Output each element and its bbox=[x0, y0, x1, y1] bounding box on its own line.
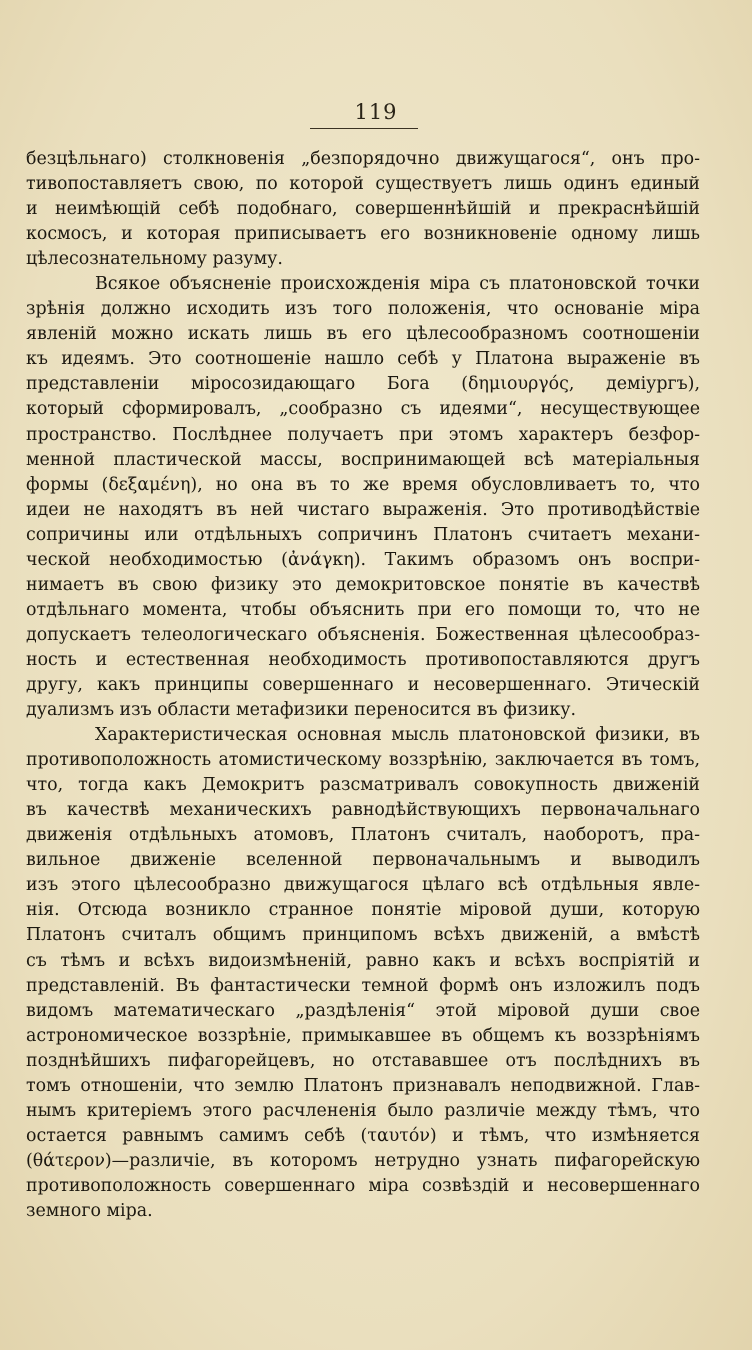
text-line: противоположность совершеннаго міра созвѣздій и несовершеннаго bbox=[26, 1175, 700, 1196]
header-rule bbox=[310, 128, 418, 129]
text-line: представленій. Въ фантастически темной формѣ онъ изложилъ подъ bbox=[26, 975, 700, 996]
text-line: тивопоставляетъ свою, по которой существуетъ лишь одинъ единый bbox=[26, 174, 700, 195]
text-line: вильное движеніе вселенной первоначальнымъ и выводилъ bbox=[26, 850, 700, 871]
text-line: сопричины или отдѣльныхъ сопричинъ Платонъ считаетъ механи- bbox=[26, 524, 700, 545]
text-line: къ идеямъ. Это соотношеніе нашло себѣ у Платона выраженіе въ bbox=[26, 349, 700, 370]
text-line: менной пластической массы, воспринимающей всѣ матеріальныя bbox=[26, 449, 700, 470]
text-line: космосъ, и которая приписываетъ его возникновеніе одному лишь bbox=[26, 224, 700, 245]
paragraph bbox=[26, 723, 700, 1224]
text-line: цѣлесознательному разуму. bbox=[26, 249, 283, 270]
text-line: томъ отношеніи, что землю Платонъ признавалъ неподвижной. Глав- bbox=[26, 1075, 700, 1096]
text-line: другу, какъ принципы совершеннаго и несовершеннаго. Этическій bbox=[26, 674, 700, 695]
text-line: нимаетъ въ свою физику это демокритовское понятіе въ качествѣ bbox=[26, 574, 700, 595]
text-line: который сформировалъ, „сообразно съ идеями“, несуществующее bbox=[26, 399, 700, 420]
body-text bbox=[26, 147, 700, 1224]
text-line: идеи не находятъ въ ней чистаго выраженія. Это противодѣйствіе bbox=[26, 499, 700, 520]
text-line: въ качествѣ механическихъ равнодѣйствующихъ первоначальнаго bbox=[26, 800, 700, 821]
text-line: формы (δεξαμένη), но она въ то же время обусловливаетъ то, что bbox=[26, 474, 700, 495]
text-line: (θάτερον)—различіе, въ которомъ нетрудно узнать пифагорейскую bbox=[26, 1150, 700, 1171]
text-line: позднѣйшихъ пифагорейцевъ, но отстававшее отъ послѣднихъ въ bbox=[26, 1050, 700, 1071]
text-line: съ тѣмъ и всѣхъ видоизмѣненій, равно какъ и всѣхъ воспріятій и bbox=[26, 950, 700, 971]
text-line: и неимѣющій себѣ подобнаго, совершеннѣйшій и прекраснѣйшій bbox=[26, 199, 700, 220]
paragraph bbox=[26, 272, 700, 723]
paragraph bbox=[26, 147, 700, 272]
text-line: безцѣльнаго) столкновенія „безпорядочно движущагося“, онъ про- bbox=[26, 149, 700, 169]
text-line: Характеристическая основная мысль платоновской физики, въ bbox=[95, 725, 700, 746]
text-line: земного міра. bbox=[26, 1200, 153, 1221]
text-line: представленіи міросозидающаго Бога (δημιουργός, деміургъ), bbox=[26, 374, 700, 395]
text-line: нія. Отсюда возникло странное понятіе міровой души, которую bbox=[26, 900, 700, 921]
text-line: допускаетъ телеологическаго объясненія. Божественная цѣлесообраз- bbox=[26, 624, 700, 645]
text-line: изъ этого цѣлесообразно движущагося цѣлаго всѣ отдѣльныя явле- bbox=[26, 875, 700, 896]
page-number: 119 bbox=[354, 100, 398, 124]
text-line: что, тогда какъ Демокритъ разсматривалъ совокупность движеній bbox=[26, 775, 700, 796]
text-line: противоположность атомистическому воззрѣнію, заключается въ томъ, bbox=[26, 750, 700, 771]
text-line: видомъ математическаго „раздѣленія“ этой міровой души свое bbox=[26, 1000, 700, 1021]
text-line: движенія отдѣльныхъ атомовъ, Платонъ считалъ, наоборотъ, пра- bbox=[26, 825, 700, 846]
text-line: ность и естественная необходимость противопоставляются другъ bbox=[26, 649, 700, 670]
text-line: отдѣльнаго момента, чтобы объяснить при его помощи то, что не bbox=[26, 599, 700, 620]
text-line: Всякое объясненіе происхожденія міра съ платоновской точки bbox=[95, 274, 700, 295]
text-line: астрономическое воззрѣніе, примыкавшее въ общемъ къ воззрѣніямъ bbox=[26, 1025, 700, 1046]
text-line: остается равнымъ самимъ себѣ (ταυτόν) и тѣмъ, что измѣняется bbox=[26, 1125, 700, 1146]
text-line: пространство. Послѣднее получаетъ при этомъ характеръ безфор- bbox=[26, 424, 700, 445]
text-line: явленій можно искать лишь въ его цѣлесообразномъ соотношеніи bbox=[26, 324, 700, 345]
text-line: ческой необходимостью (ἀνάγκη). Такимъ образомъ онъ воспри- bbox=[26, 549, 700, 570]
text-line: зрѣнія должно исходить изъ того положенія, что основаніе міра bbox=[26, 299, 700, 320]
text-line: Платонъ считалъ общимъ принципомъ всѣхъ движеній, а вмѣстѣ bbox=[26, 925, 700, 946]
text-line: нымъ критеріемъ этого расчлененія было различіе между тѣмъ, что bbox=[26, 1100, 700, 1121]
text-line: дуализмъ изъ области метафизики переносится въ физику. bbox=[26, 700, 576, 721]
